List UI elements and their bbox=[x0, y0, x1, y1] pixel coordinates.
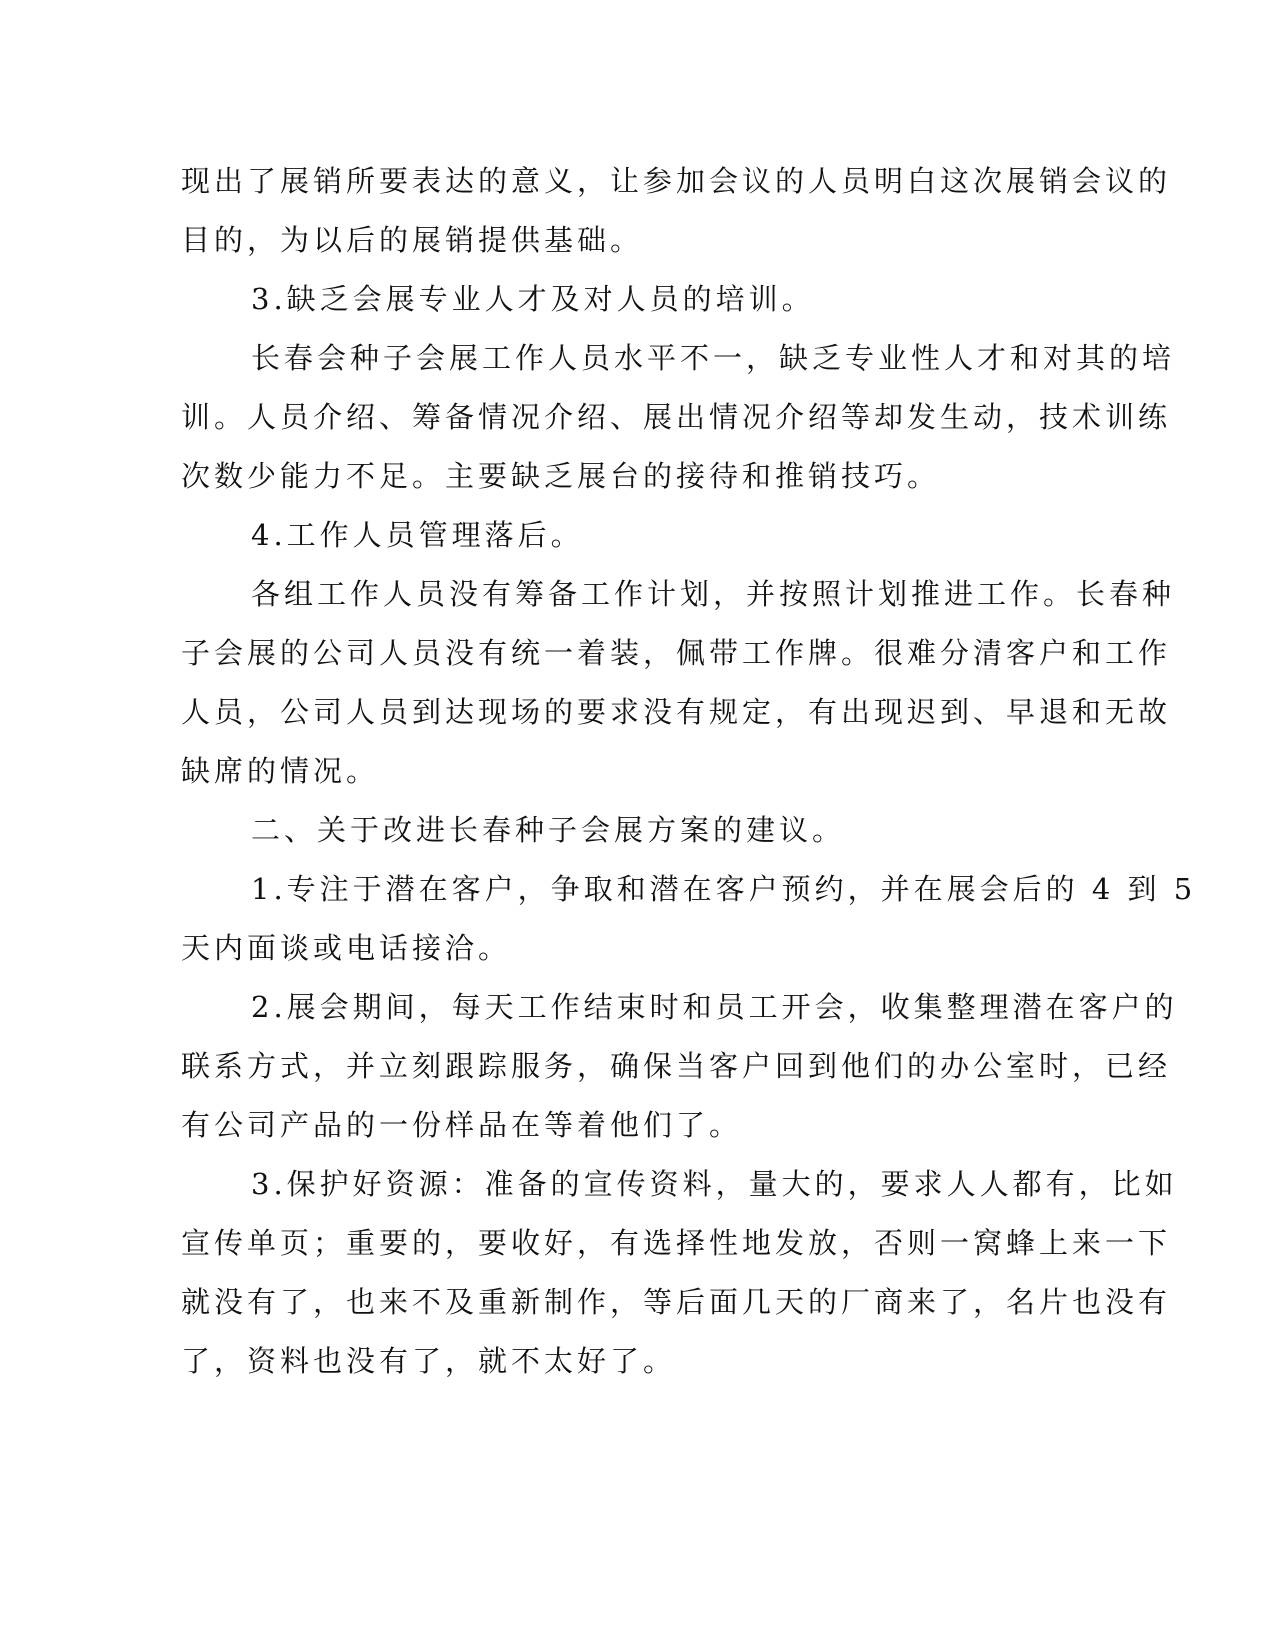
text-line: 训。人员介绍、筹备情况介绍、展出情况介绍等却发生动，技术训练 bbox=[181, 400, 1172, 434]
text-line: 宣传单页；重要的，要收好，有选择性地发放，否则一窝蜂上来一下 bbox=[181, 1226, 1172, 1260]
text-line: 就没有了，也来不及重新制作，等后面几天的厂商来了，名片也没有 bbox=[181, 1285, 1172, 1319]
text-line: 了，资料也没有了，就不太好了。 bbox=[181, 1344, 677, 1378]
suggestion-3: 3.保护好资源：准备的宣传资料，量大的，要求人人都有，比如 bbox=[251, 1167, 1178, 1201]
suggestion-2: 2.展会期间，每天工作结束时和员工开会，收集整理潜在客户的 bbox=[251, 990, 1178, 1024]
section-heading-4: 4.工作人员管理落后。 bbox=[251, 518, 584, 552]
text-line: 天内面谈或电话接洽。 bbox=[181, 931, 512, 965]
document-body bbox=[181, 152, 1197, 1391]
section-heading-2: 二、关于改进长春种子会展方案的建议。 bbox=[251, 813, 846, 847]
text-line: 联系方式，并立刻跟踪服务，确保当客户回到他们的办公室时，已经 bbox=[181, 1049, 1172, 1083]
text-line: 目的，为以后的展销提供基础。 bbox=[181, 223, 644, 257]
text-line: 各组工作人员没有筹备工作计划，并按照计划推进工作。长春种 bbox=[251, 577, 1176, 611]
suggestion-1: 1.专注于潜在客户，争取和潜在客户预约，并在展会后的 4 到 5 bbox=[251, 872, 1197, 906]
text-line: 有公司产品的一份样品在等着他们了。 bbox=[181, 1108, 743, 1142]
section-heading-3: 3.缺乏会展专业人才及对人员的培训。 bbox=[251, 282, 815, 316]
text-line: 次数少能力不足。主要缺乏展台的接待和推销技巧。 bbox=[181, 459, 941, 493]
text-line: 子会展的公司人员没有统一着装，佩带工作牌。很难分清客户和工作 bbox=[181, 636, 1172, 670]
text-line: 人员，公司人员到达现场的要求没有规定，有出现迟到、早退和无故 bbox=[181, 695, 1172, 729]
text-line: 现出了展销所要表达的意义，让参加会议的人员明白这次展销会议的 bbox=[181, 164, 1172, 198]
text-line: 长春会种子会展工作人员水平不一，缺乏专业性人才和对其的培 bbox=[251, 341, 1176, 375]
text-line: 缺席的情况。 bbox=[181, 754, 380, 788]
